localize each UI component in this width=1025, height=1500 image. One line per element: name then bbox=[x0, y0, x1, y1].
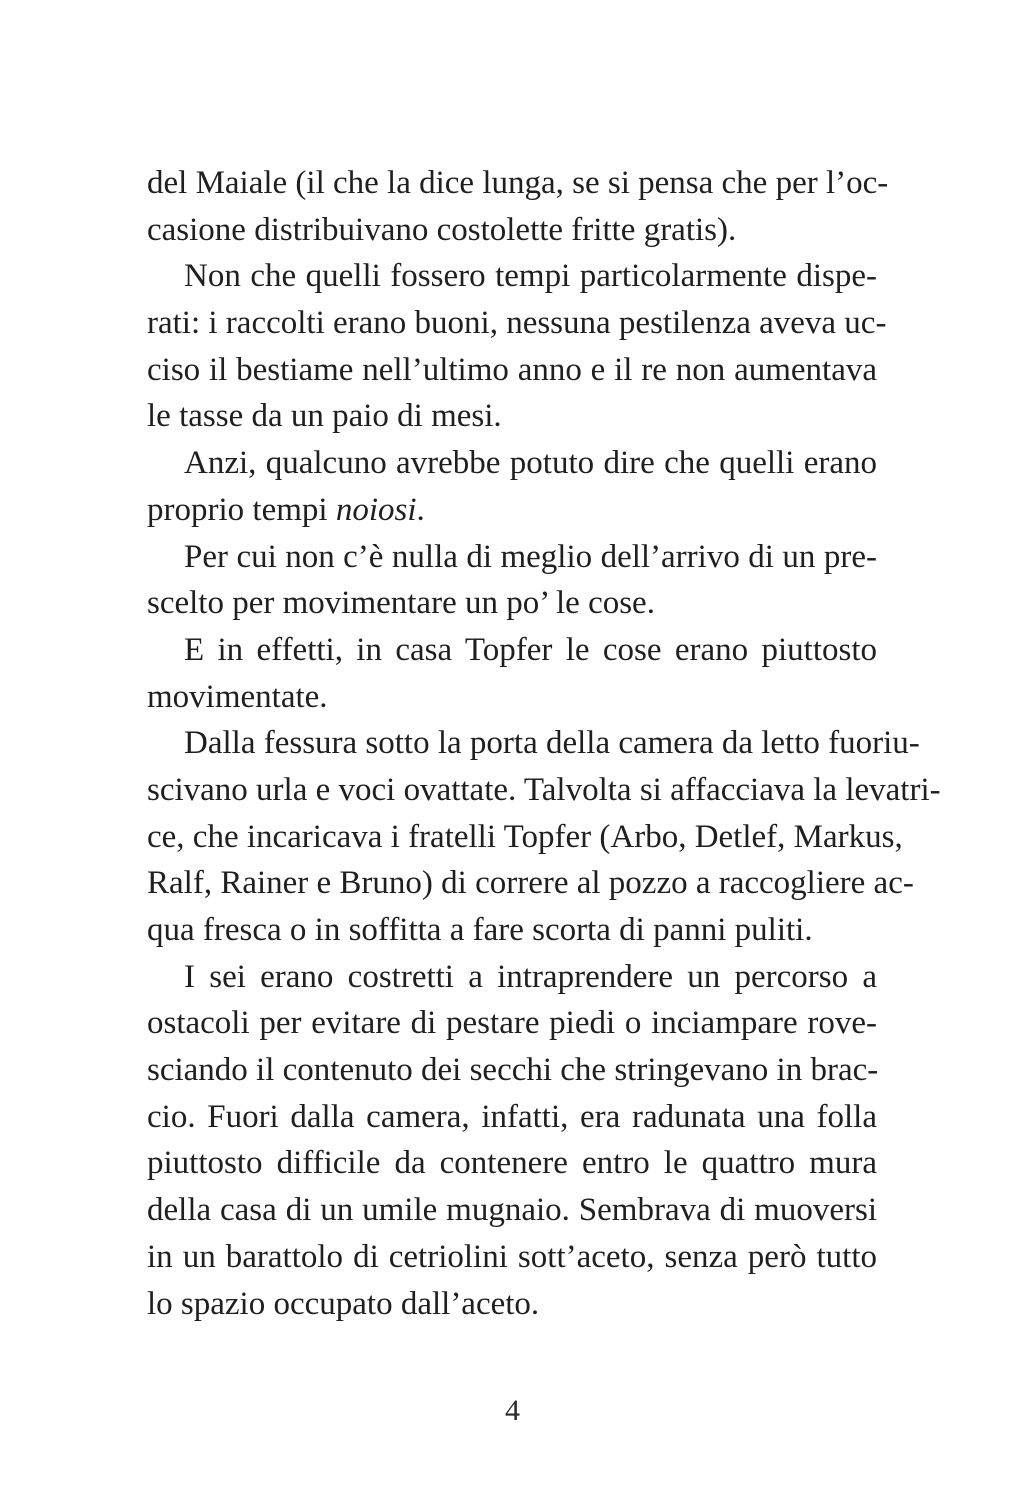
text-line: movimentate. bbox=[147, 678, 328, 715]
text-line: cio. Fuori dalla camera, infatti, era radunata una folla bbox=[147, 1098, 877, 1135]
text-segment: proprio tempi bbox=[147, 491, 336, 528]
text-line: le tasse da un paio di mesi. bbox=[147, 398, 502, 435]
text-line: Per cui non c’è nulla di meglio dell’arrivo di un pre- bbox=[184, 538, 877, 575]
text-line: rati: i raccolti erano buoni, nessuna pestilenza aveva uc- bbox=[147, 305, 887, 342]
text-line: lo spazio occupato dall’aceto. bbox=[147, 1285, 540, 1322]
text-line: scivano urla e voci ovattate. Talvolta si affacciava la levatri- bbox=[147, 771, 941, 808]
text-line: ostacoli per evitare di pestare piedi o inciampare rove- bbox=[147, 1005, 877, 1042]
text-line: E in effetti, in casa Topfer le cose erano piuttosto bbox=[184, 631, 877, 668]
italic-word: noiosi bbox=[335, 491, 417, 528]
text-segment: . bbox=[416, 491, 425, 528]
text-line: della casa di un umile mugnaio. Sembrava di muoversi bbox=[147, 1192, 877, 1229]
text-line: Non che quelli fossero tempi particolarmente dispe- bbox=[184, 258, 877, 295]
text-line: piuttosto difficile da contenere entro le quattro mura bbox=[147, 1145, 877, 1182]
text-line: ciso il bestiame nell’ultimo anno e il re non aumentava bbox=[147, 351, 877, 388]
text-line: Ralf, Rainer e Bruno) di correre al pozzo a raccogliere ac- bbox=[147, 865, 914, 902]
text-line-with-italic bbox=[147, 487, 877, 534]
text-line: in un barattolo di cetriolini sott’aceto, senza però tutto bbox=[147, 1238, 877, 1275]
text-line: I sei erano costretti a intraprendere un percorso a bbox=[184, 958, 877, 995]
body-text bbox=[147, 160, 941, 1327]
text-line: sciando il contenuto dei secchi che stringevano in brac- bbox=[147, 1052, 879, 1089]
page-number: 4 bbox=[505, 1394, 520, 1427]
text-line: Dalla fessura sotto la porta della camera da letto fuoriu- bbox=[184, 725, 920, 762]
text-line: qua fresca o in soffitta a fare scorta di panni puliti. bbox=[147, 912, 813, 948]
text-line: Anzi, qualcuno avrebbe potuto dire che quelli erano bbox=[184, 445, 877, 482]
text-line: scelto per movimentare un po’ le cose. bbox=[147, 585, 655, 622]
text-line: del Maiale (il che la dice lunga, se si pensa che per l’oc- bbox=[147, 165, 889, 201]
text-line: casione distribuivano costolette fritte gratis). bbox=[147, 211, 737, 248]
text-line: ce, che incaricava i fratelli Topfer (Arbo, Detlef, Markus, bbox=[147, 818, 903, 855]
